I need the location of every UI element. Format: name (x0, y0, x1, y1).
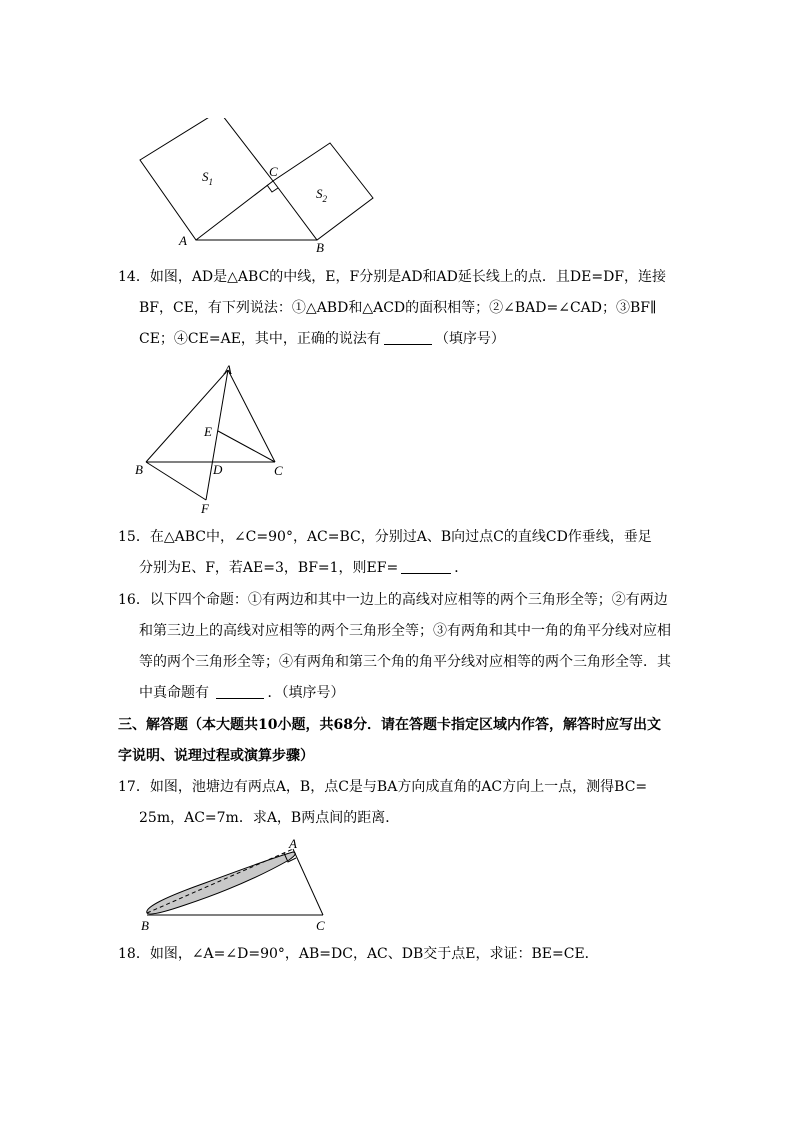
q15-answer-blank[interactable] (401, 559, 451, 574)
section3-line1: 三、解答题（本大题共10小题，共68分．请在答题卡指定区域内作答，解答时应写出文 (118, 717, 661, 733)
q18-line1: 18．如图，∠A=∠D=90°，AB=DC，AC、DB交于点E，求证：BE=CE． (118, 946, 599, 962)
q14-line3: CE；④CE=AE，其中，正确的说法有 （填序号） (139, 331, 505, 347)
q15-line2: 分别为E、F，若AE=3，BF=1，则EF= ． (139, 560, 469, 576)
q17-line1: 17．如图，池塘边有两点A，B，点C是与BA方向成直角的AC方向上一点，测得BC= (118, 779, 648, 795)
side-ac (228, 370, 275, 462)
label-b: B (135, 462, 143, 477)
section3-line2: 字说明、说理过程或演算步骤） (118, 748, 314, 764)
segment-ab-dashed (147, 849, 293, 913)
q14-line1: 14．如图，AD是△ABC的中线，E，F分别是AD和AD延长线上的点．且DE=DF，连接 (118, 269, 667, 285)
q14-answer-blank[interactable] (384, 330, 432, 345)
question-14 (118, 262, 678, 355)
segment-ec (218, 431, 275, 462)
label-b: B (316, 240, 324, 255)
label-c: C (316, 918, 325, 933)
label-c: C (274, 463, 283, 478)
pond-figure (135, 835, 335, 935)
segment-bf (146, 462, 206, 500)
label-a: A (289, 836, 297, 851)
q16-line2: 和第三边上的高线对应相等的两个三角形全等；③有两角和其中一角的角平分线对应相 (139, 623, 671, 639)
question-16 (118, 585, 678, 709)
q16-line4: 中真命题有 ．（填序号） (139, 685, 345, 701)
label-s1: $S_1$ (202, 169, 213, 187)
q17-line2: 25m，AC=7m．求A，B两点间的距离． (139, 810, 400, 826)
square-s2 (273, 143, 373, 240)
q14-line2: BF，CE，有下列说法：①△ABD和△ACD的面积相等；②∠BAD=∠CAD；③BF∥ (139, 300, 657, 316)
q15-line1: 15．在△ABC中，∠C=90°，AC=BC，分别过A、B向过点C的直线CD作垂线，垂足 (118, 529, 652, 545)
squares-figure (130, 118, 390, 258)
q16-answer-blank[interactable] (216, 684, 264, 699)
segment-ac (293, 849, 323, 915)
q16-line1: 16．以下四个命题：①有两边和其中一边上的高线对应相等的两个三角形全等；②有两边 (118, 592, 668, 608)
label-e: E (204, 424, 212, 439)
question-15 (118, 522, 678, 584)
label-a: A (224, 362, 232, 377)
pond-ellipse (147, 852, 295, 914)
label-f: F (201, 501, 209, 516)
triangle-figure (130, 360, 300, 520)
label-a: A (179, 233, 187, 248)
label-s2: $S_2$ (316, 186, 327, 204)
label-b: B (141, 918, 149, 933)
side-ab (146, 370, 228, 462)
question-17 (118, 772, 678, 834)
section-3-heading (118, 710, 678, 772)
label-c: C (269, 164, 278, 179)
question-18 (118, 939, 678, 970)
q16-line3: 等的两个三角形全等；④有两角和第三个角的角平分线对应相等的两个三角形全等．其 (139, 654, 671, 670)
label-d: D (213, 462, 223, 477)
